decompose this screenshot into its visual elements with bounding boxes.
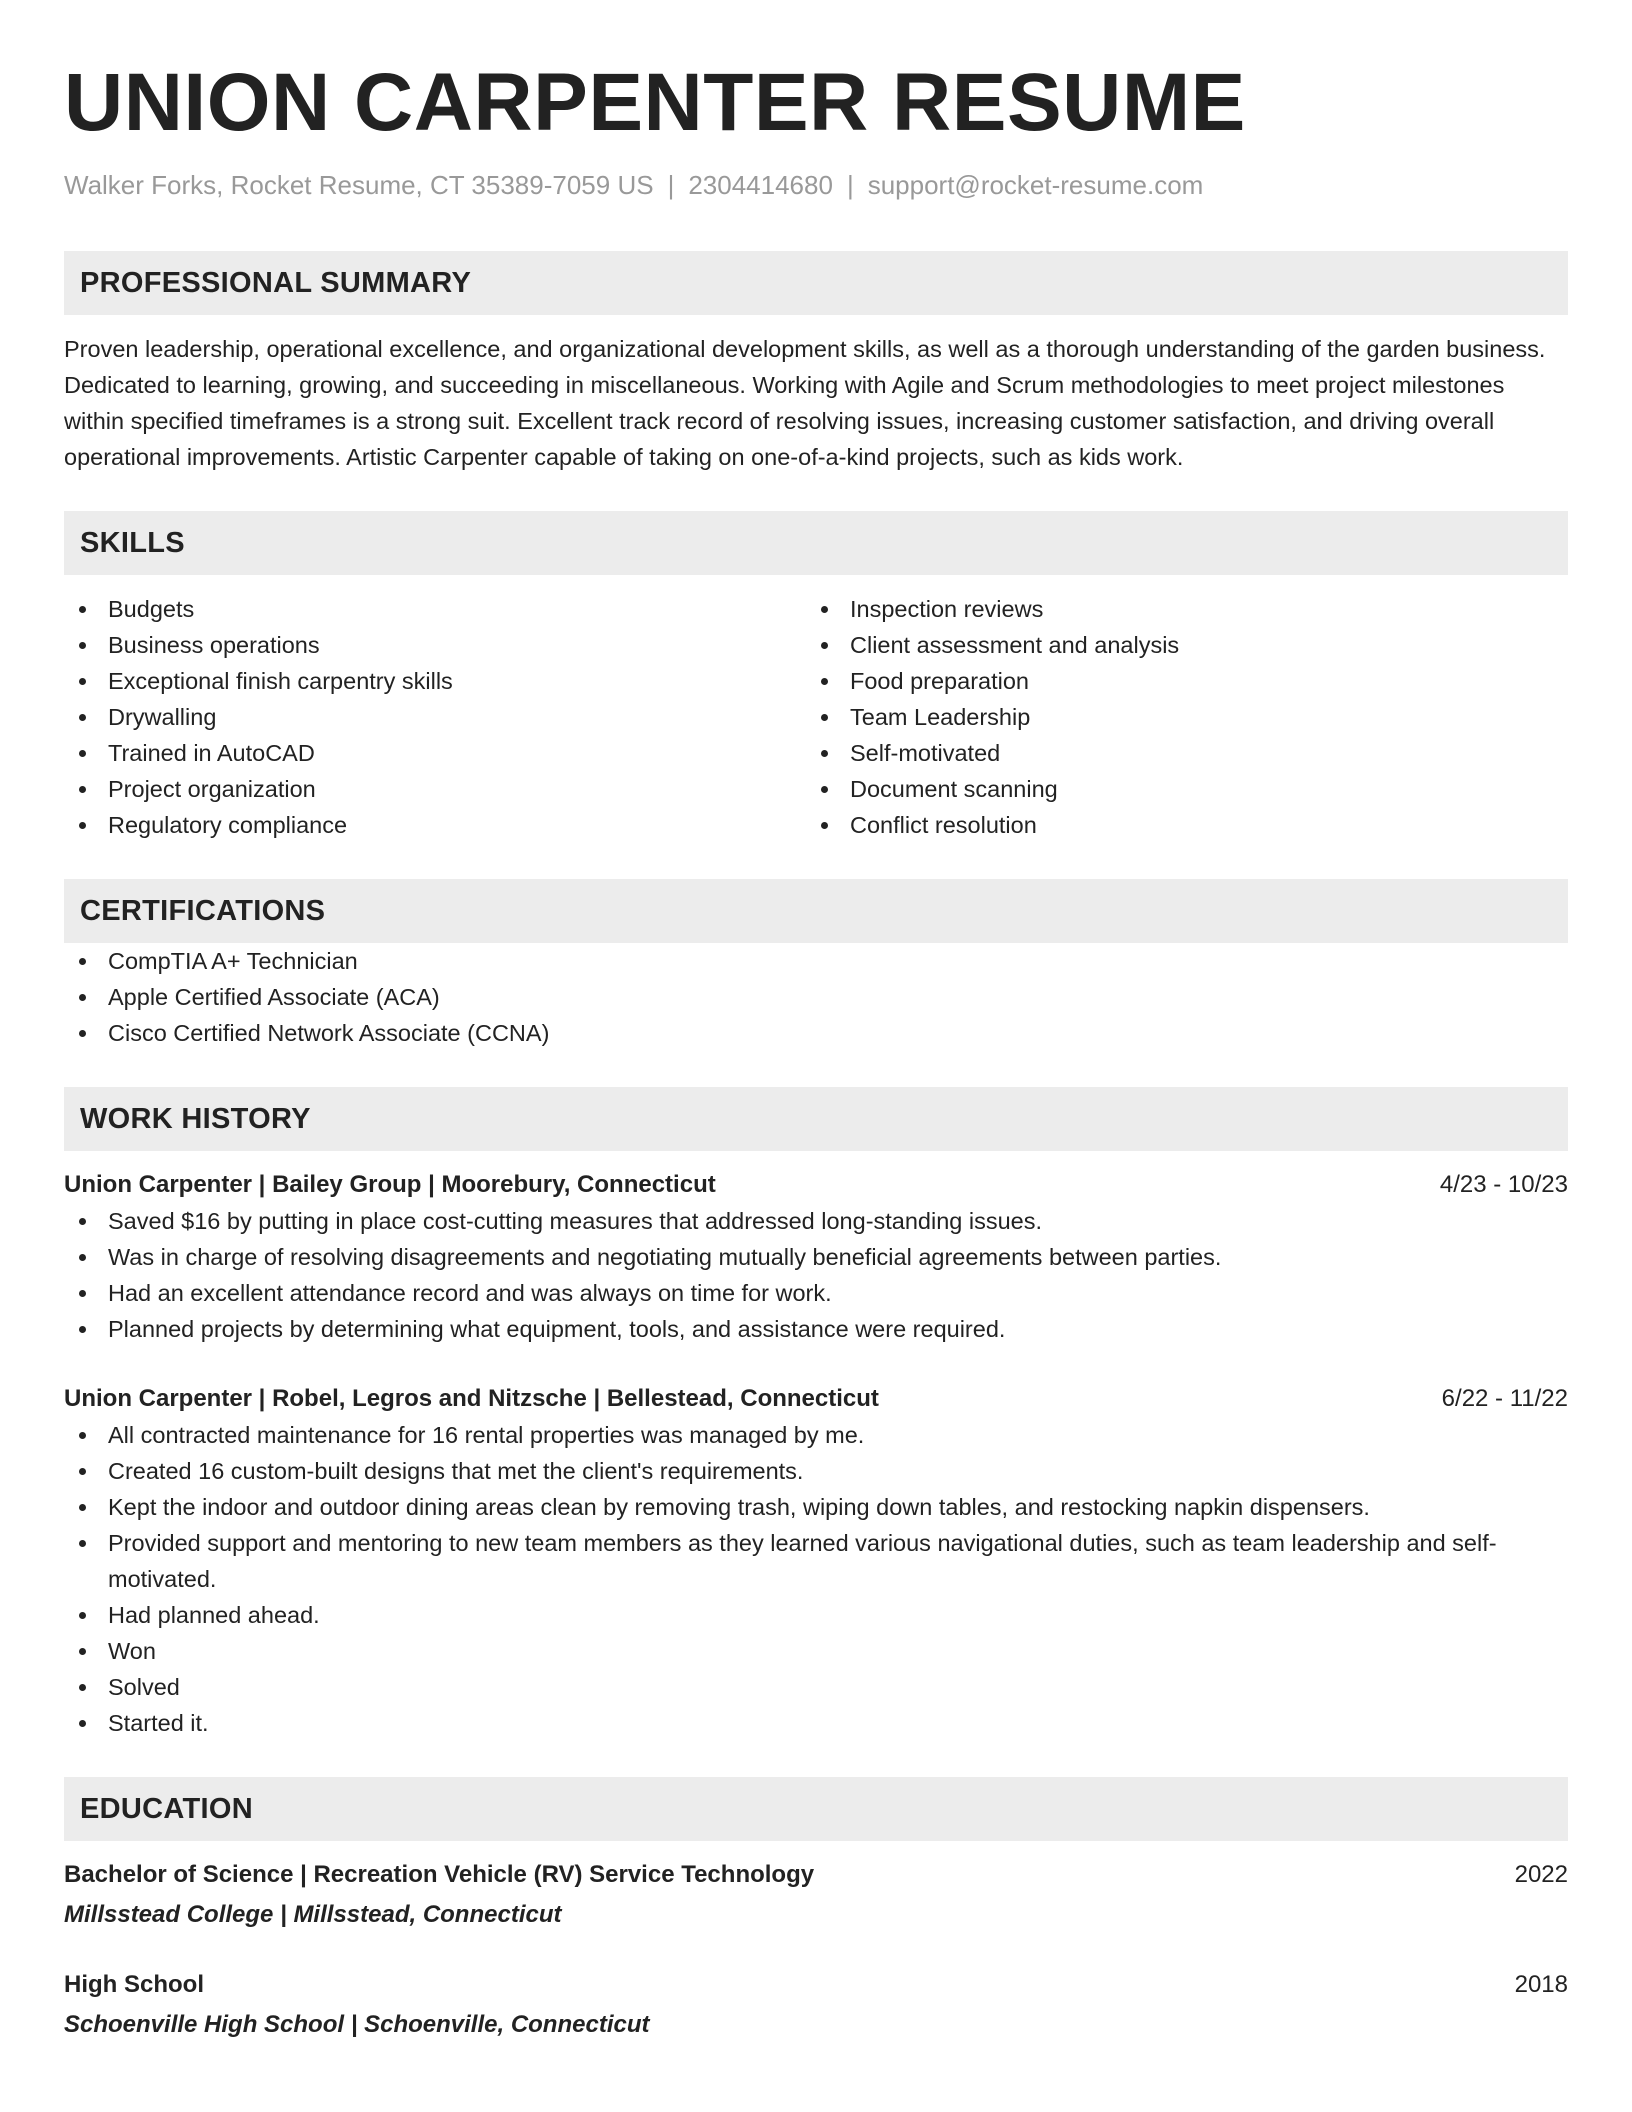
- skill-item: Client assessment and analysis: [806, 627, 1548, 663]
- section-header-skills: SKILLS: [64, 511, 1568, 575]
- skill-item: Regulatory compliance: [64, 807, 806, 843]
- job-bullets: [64, 1417, 1568, 1741]
- job-bullet: Started it.: [64, 1705, 1568, 1741]
- education-year: 2022: [1514, 1861, 1568, 1889]
- skills-list-left: [64, 591, 806, 843]
- skill-item: Inspection reviews: [806, 591, 1548, 627]
- contact-phone: 2304414680: [688, 170, 833, 200]
- skills-grid: [64, 591, 1568, 843]
- contact-email: support@rocket-resume.com: [867, 170, 1204, 200]
- job-dates: 6/22 - 11/22: [1441, 1385, 1568, 1413]
- certification-item: Apple Certified Associate (ACA): [64, 979, 1568, 1015]
- skills-list-right: [806, 591, 1548, 843]
- skill-item: Food preparation: [806, 663, 1548, 699]
- job-bullet: Was in charge of resolving disagreements and negotiating mutually beneficial agreements between parties.: [64, 1239, 1568, 1275]
- skill-item: Business operations: [64, 627, 806, 663]
- job-bullet: Kept the indoor and outdoor dining areas clean by removing trash, wiping down tables, and restocking napkin dispensers.: [64, 1489, 1568, 1525]
- job-bullets: [64, 1203, 1568, 1347]
- skill-item: Drywalling: [64, 699, 806, 735]
- education-school: Schoenville High School | Schoenville, Connecticut: [64, 2011, 650, 2039]
- summary-text: Proven leadership, operational excellence, and organizational development skills, as well as a thorough understanding of the garden business. Dedicated to learning, growing, and succeeding in miscellaneous. Working with Agile and Scrum methodologies to meet project milestones within specified timeframes is a strong suit. Excellent track record of resolving issues, increasing customer satisfaction, and driving overall operational improvements. Artistic Carpenter capable of taking on one-of-a-kind projects, such as kids work.: [64, 336, 1546, 471]
- contact-line: [64, 170, 1568, 201]
- job-title: Union Carpenter | Robel, Legros and Nitzsche | Bellestead, Connecticut: [64, 1385, 879, 1413]
- education-heading-row: [64, 1967, 1568, 2003]
- education-year: 2018: [1514, 1971, 1568, 1999]
- education-degree: High School: [64, 1971, 204, 1999]
- job-bullet: Had planned ahead.: [64, 1597, 1568, 1633]
- job-bullet: Won: [64, 1633, 1568, 1669]
- job-heading-row: [64, 1167, 1568, 1203]
- skill-item: Budgets: [64, 591, 806, 627]
- section-header-work-history: WORK HISTORY: [64, 1087, 1568, 1151]
- certification-item: CompTIA A+ Technician: [64, 943, 1568, 979]
- education-school: Millsstead College | Millsstead, Connecticut: [64, 1901, 562, 1929]
- contact-address: Walker Forks, Rocket Resume, CT 35389-7059 US: [64, 170, 654, 200]
- job-bullet: Provided support and mentoring to new team members as they learned various navigational duties, such as team leadership and self-motivated.: [64, 1525, 1568, 1597]
- education-entry: [64, 1967, 1568, 2043]
- resume-title: UNION CARPENTER RESUME: [64, 57, 1246, 148]
- education-degree: Bachelor of Science | Recreation Vehicle (RV) Service Technology: [64, 1861, 815, 1889]
- skill-item: Exceptional finish carpentry skills: [64, 663, 806, 699]
- skill-item: Self-motivated: [806, 735, 1548, 771]
- job-bullet: Solved: [64, 1669, 1568, 1705]
- section-header-summary: PROFESSIONAL SUMMARY: [64, 251, 1568, 315]
- contact-separator: |: [846, 170, 854, 200]
- skills-column-left: [64, 591, 806, 843]
- job-title: Union Carpenter | Bailey Group | Moorebury, Connecticut: [64, 1171, 716, 1199]
- job-bullet: All contracted maintenance for 16 rental properties was managed by me.: [64, 1417, 1568, 1453]
- job-bullet: Planned projects by determining what equipment, tools, and assistance were required.: [64, 1311, 1568, 1347]
- skills-column-right: [806, 591, 1548, 843]
- job-heading-row: [64, 1381, 1568, 1417]
- skill-item: Trained in AutoCAD: [64, 735, 806, 771]
- job-entry: [64, 1167, 1568, 1347]
- job-bullet: Created 16 custom-built designs that met the client's requirements.: [64, 1453, 1568, 1489]
- certification-item: Cisco Certified Network Associate (CCNA): [64, 1015, 1568, 1051]
- job-dates: 4/23 - 10/23: [1439, 1171, 1568, 1199]
- skill-item: Document scanning: [806, 771, 1548, 807]
- section-header-education: EDUCATION: [64, 1777, 1568, 1841]
- job-bullet: Saved $16 by putting in place cost-cutting measures that addressed long-standing issues.: [64, 1203, 1568, 1239]
- education-entry: [64, 1857, 1568, 1933]
- contact-separator: |: [667, 170, 675, 200]
- certifications-list: [64, 943, 1568, 1051]
- job-entry: [64, 1381, 1568, 1741]
- skill-item: Project organization: [64, 771, 806, 807]
- job-bullet: Had an excellent attendance record and was always on time for work.: [64, 1275, 1568, 1311]
- education-heading-row: [64, 1857, 1568, 1893]
- skill-item: Conflict resolution: [806, 807, 1548, 843]
- section-header-certifications: CERTIFICATIONS: [64, 879, 1568, 943]
- skill-item: Team Leadership: [806, 699, 1548, 735]
- resume-page: [64, 0, 1568, 2043]
